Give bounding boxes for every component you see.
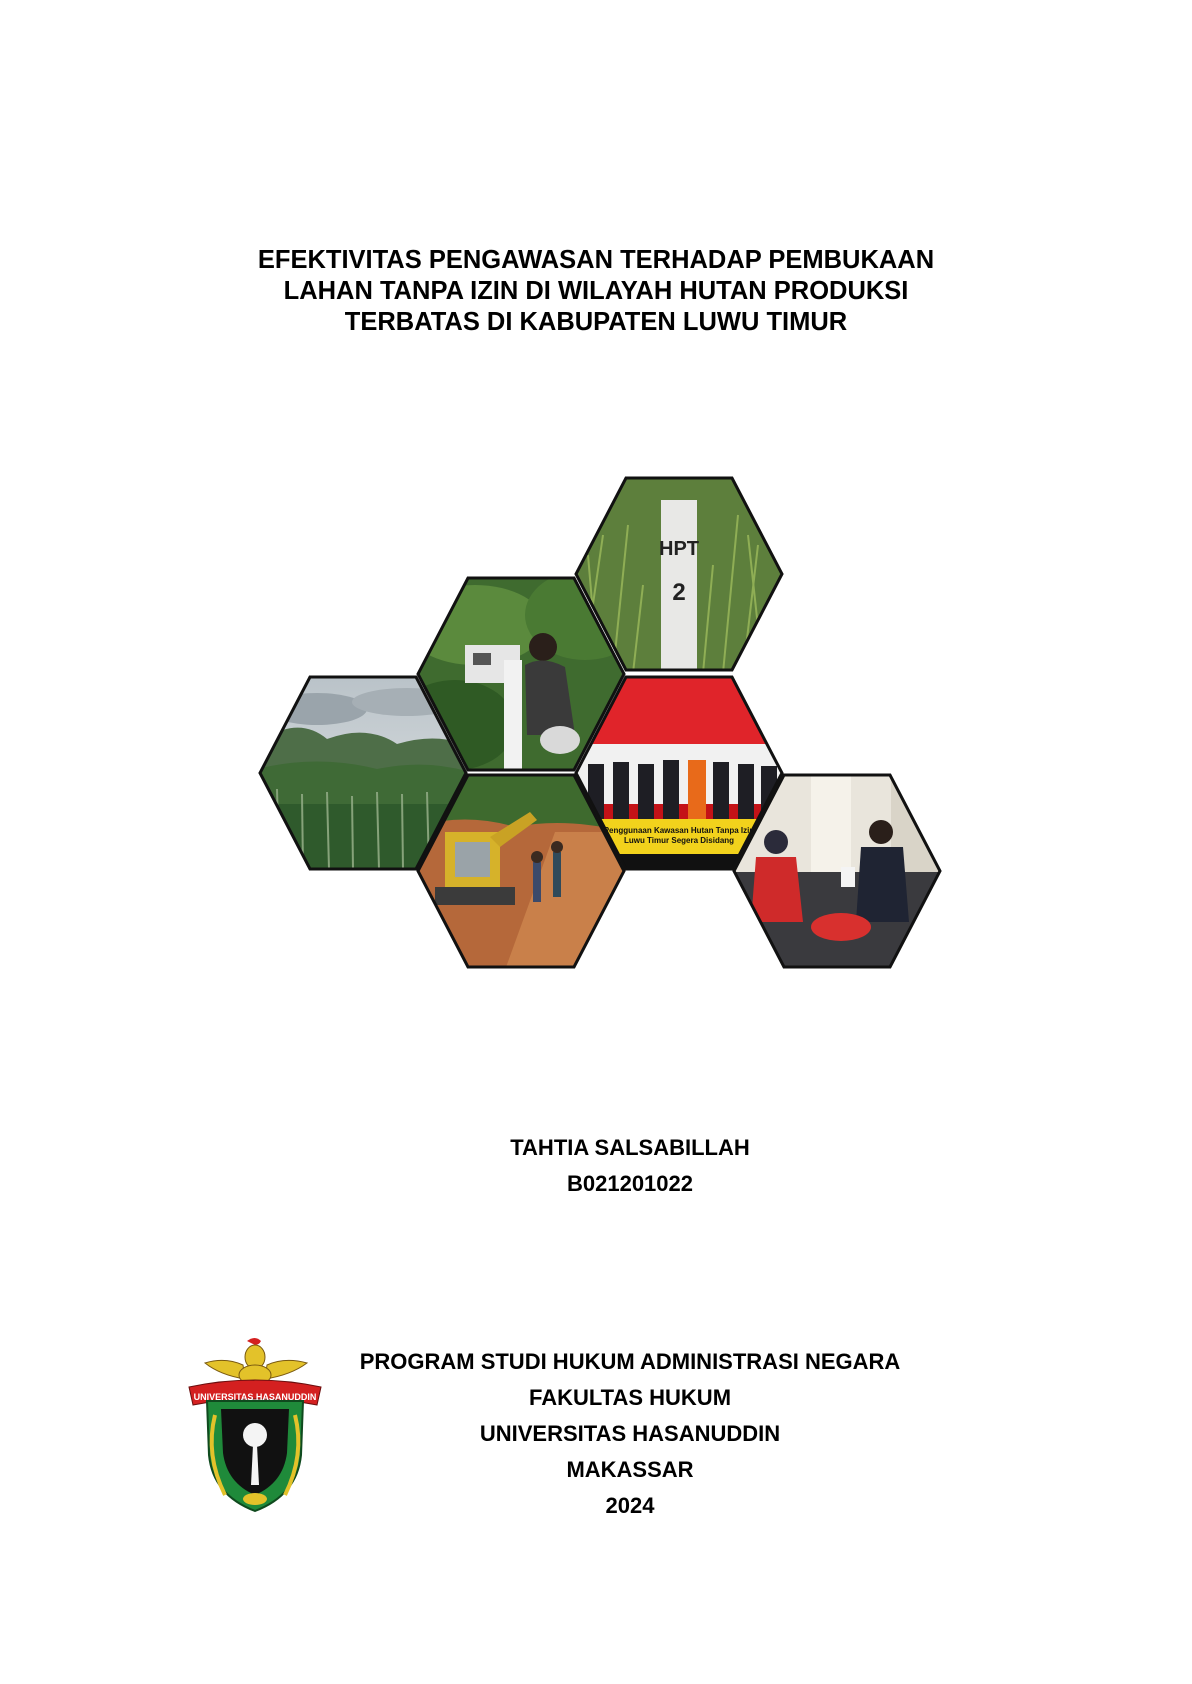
banner-caption: Penggunaan Kawasan Hutan Tanpa Izin Luwu Timur Segera Disidang bbox=[603, 826, 755, 845]
city: MAKASSAR bbox=[566, 1457, 694, 1482]
hexagon-photo-collage bbox=[240, 455, 960, 985]
faculty: FAKULTAS HUKUM bbox=[528, 1385, 732, 1410]
author-block bbox=[0, 1130, 1192, 1202]
hex-photo-hpt-marker-post bbox=[573, 475, 785, 673]
university: UNIVERSITAS HASANUDDIN bbox=[479, 1421, 781, 1446]
study-program: PROGRAM STUDI HUKUM ADMINISTRASI NEGARA bbox=[359, 1349, 901, 1374]
institution-block bbox=[0, 1344, 1192, 1524]
marker-post-label: HPT bbox=[659, 538, 699, 560]
year: 2024 bbox=[605, 1493, 655, 1518]
marker-post-number: 2 bbox=[672, 579, 686, 606]
title-line-3: TERBATAS DI KABUPATEN LUWU TIMUR bbox=[344, 308, 848, 336]
author-name: TAHTIA SALSABILLAH bbox=[510, 1135, 750, 1160]
logo-ribbon-text: UNIVERSITAS HASANUDDIN bbox=[193, 1392, 317, 1402]
title-line-1: EFEKTIVITAS PENGAWASAN TERHADAP PEMBUKAAN bbox=[257, 246, 935, 274]
title-line-2: LAHAN TANPA IZIN DI WILAYAH HUTAN PRODUKSI bbox=[283, 277, 909, 305]
student-id: B021201022 bbox=[566, 1171, 693, 1196]
document-title bbox=[0, 245, 1192, 338]
hex-photo-interview bbox=[731, 772, 943, 970]
